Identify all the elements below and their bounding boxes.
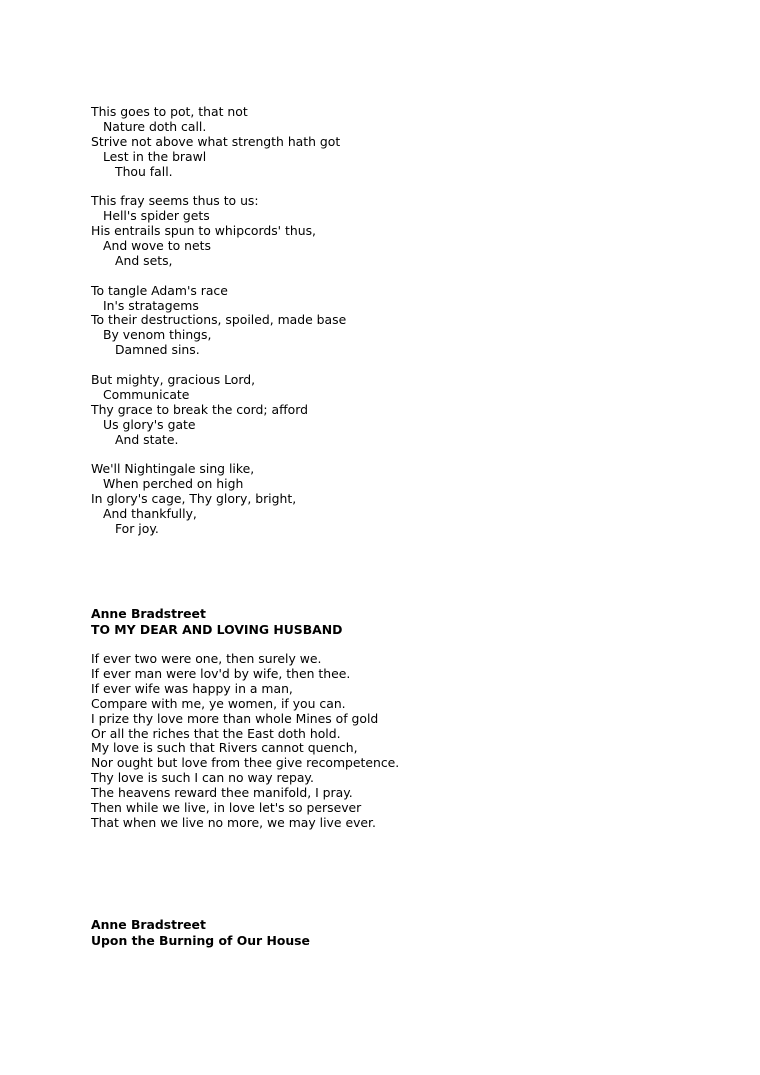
poem-line: Thy grace to break the cord; afford: [91, 401, 308, 417]
poem-title: Upon the Burning of Our House: [91, 932, 310, 948]
poem-line: And sets,: [115, 252, 173, 268]
poem-line: And thankfully,: [103, 506, 197, 522]
poem-line: Hell's spider gets: [103, 208, 210, 224]
poem-line: Or all the riches that the East doth hold.: [91, 725, 341, 741]
poem-line: Strive not above what strength hath got: [91, 133, 341, 149]
poem-line: That when we live no more, we may live ever.: [91, 814, 376, 830]
poem-line: But mighty, gracious Lord,: [91, 372, 256, 388]
poem-line: The heavens reward thee manifold, I pray.: [91, 785, 353, 801]
stanza-4: [91, 373, 346, 447]
poem-author: Anne Bradstreet: [91, 606, 206, 621]
poem-line: To tangle Adam's race: [91, 282, 228, 298]
poem-line: This goes to pot, that not: [91, 104, 248, 119]
poem-line: For joy.: [115, 520, 159, 536]
poem-line: I prize thy love more than whole Mines of gold: [91, 710, 379, 726]
poem-line: Damned sins.: [115, 342, 200, 358]
poem-line: Then while we live, in love let's so persever: [91, 800, 362, 815]
poem-line: By venom things,: [103, 327, 212, 343]
poem-title: TO MY DEAR AND LOVING HUSBAND: [91, 621, 343, 637]
poem-line: If ever man were lov'd by wife, then thee.: [91, 665, 351, 681]
poem-line: My love is such that Rivers cannot quench,: [91, 740, 358, 756]
poem-line: Compare with me, ye women, if you can.: [91, 695, 346, 711]
poem-body: [91, 652, 399, 831]
poem-line: Communicate: [103, 386, 190, 402]
poem-line: And wove to nets: [103, 238, 211, 254]
poem-husband: [91, 606, 399, 831]
poem-line: His entrails spun to whipcords' thus,: [91, 223, 316, 239]
poem-line: This fray seems thus to us:: [91, 193, 259, 209]
stanza-2: [91, 194, 346, 268]
poem-line: If ever two were one, then surely we.: [91, 651, 322, 667]
poem-line: Thy love is such I can no way repay.: [91, 770, 314, 786]
stanza-1: [91, 105, 346, 179]
poem-author: Anne Bradstreet: [91, 917, 206, 932]
poem-line: To their destructions, spoiled, made base: [91, 312, 347, 328]
poem-line: Nature doth call.: [103, 118, 207, 134]
poem-continuation: [91, 105, 346, 537]
poem-line: Lest in the brawl: [103, 148, 207, 164]
poem-line: Us glory's gate: [103, 416, 196, 432]
poem-burning-house: [91, 917, 310, 949]
poem-line: And state.: [115, 431, 179, 447]
stanza-3: [91, 284, 346, 358]
poem-line: When perched on high: [103, 476, 244, 492]
stanza-5: [91, 462, 346, 536]
poem-line: Thou fall.: [115, 163, 173, 179]
poem-line: In glory's cage, Thy glory, bright,: [91, 491, 297, 507]
poem-line: In's stratagems: [103, 297, 199, 313]
poem-line: If ever wife was happy in a man,: [91, 680, 293, 696]
poem-line: Nor ought but love from thee give recompetence.: [91, 755, 400, 771]
poem-line: We'll Nightingale sing like,: [91, 461, 255, 477]
